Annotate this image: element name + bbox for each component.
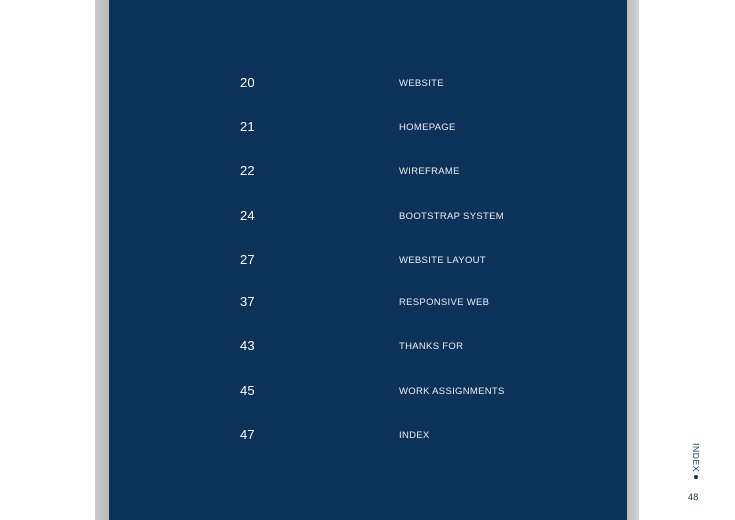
index-entry-label: WEBSITE xyxy=(399,78,444,89)
index-entry xyxy=(109,292,627,312)
index-entry-label: WIREFRAME xyxy=(399,166,460,177)
page-shadow-right xyxy=(627,0,639,520)
index-entry xyxy=(109,381,627,401)
index-entry-label: THANKS FOR xyxy=(399,341,464,352)
index-entry-page: 20 xyxy=(240,75,255,90)
section-label-text: INDEX xyxy=(691,443,702,472)
index-entry-label: HOMEPAGE xyxy=(399,122,456,133)
page-shadow-left xyxy=(95,0,109,520)
running-section-label xyxy=(686,444,706,478)
index-entry xyxy=(109,73,627,93)
index-entry-page: 45 xyxy=(240,383,255,398)
index-entry xyxy=(109,161,627,181)
index-entry xyxy=(109,336,627,356)
index-entry xyxy=(109,117,627,137)
index-entry-label: WEBSITE LAYOUT xyxy=(399,255,486,266)
index-entry-page: 47 xyxy=(240,427,255,442)
index-entry-page: 27 xyxy=(240,252,255,267)
index-entry-page: 21 xyxy=(240,119,255,134)
index-panel xyxy=(109,0,627,520)
page-number: 48 xyxy=(688,492,699,502)
bullet-icon xyxy=(694,475,698,479)
index-entry-label: INDEX xyxy=(399,430,430,441)
index-entry xyxy=(109,425,627,445)
index-entry-page: 43 xyxy=(240,338,255,353)
index-entry-label: BOOTSTRAP SYSTEM xyxy=(399,211,504,222)
index-entry xyxy=(109,250,627,270)
index-entry xyxy=(109,206,627,226)
index-entry-label: RESPONSIVE WEB xyxy=(399,297,490,308)
index-entry-label: WORK ASSIGNMENTS xyxy=(399,386,505,397)
index-entry-page: 24 xyxy=(240,208,255,223)
index-entry-page: 22 xyxy=(240,163,255,178)
index-entry-page: 37 xyxy=(240,294,255,309)
